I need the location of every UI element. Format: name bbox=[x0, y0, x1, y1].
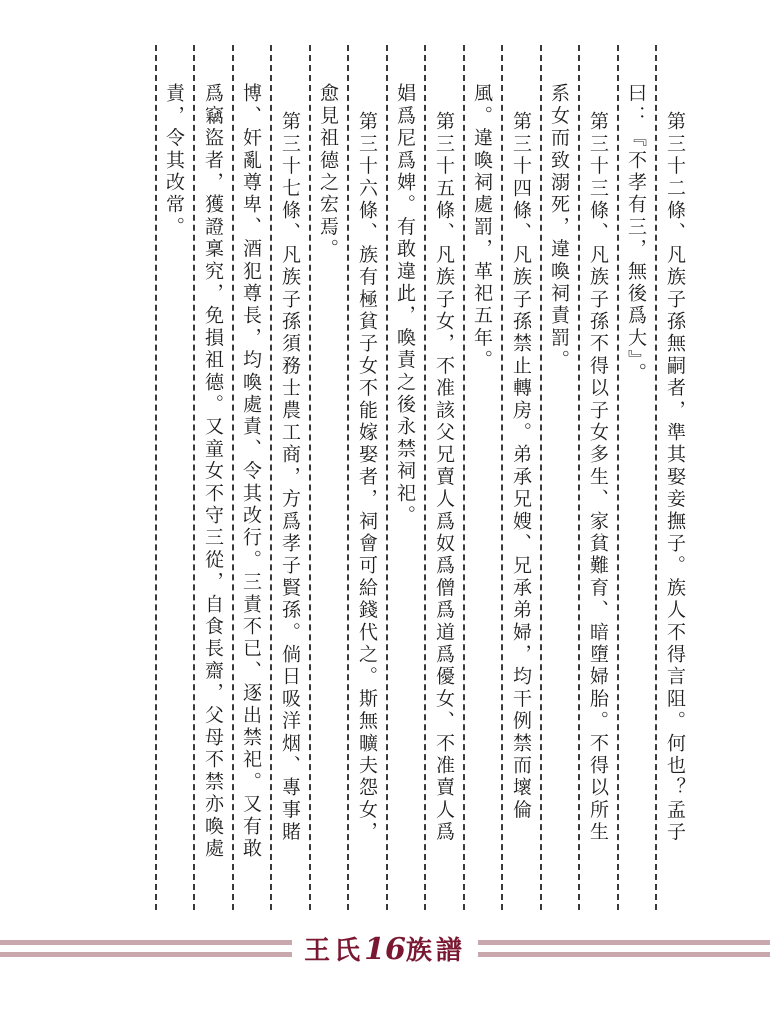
column-divider bbox=[578, 45, 580, 910]
column-divider bbox=[540, 45, 542, 910]
text-column: 第三十四條、凡族子孫禁止轉房。弟承兄嫂、兄承弟婦，均干例禁而壞倫 bbox=[510, 111, 532, 822]
column-divider bbox=[386, 45, 388, 910]
column-divider bbox=[501, 45, 503, 910]
column-divider bbox=[424, 45, 426, 910]
text-column: 第三十六條、族有極貧子女不能嫁娶者，祠會可給錢代之。斯無曠夫怨女， bbox=[356, 111, 378, 844]
column-divider bbox=[155, 45, 157, 910]
text-block bbox=[155, 45, 695, 910]
column-divider bbox=[309, 45, 311, 910]
text-column: 風。違喚祠處罰，革祀五年。 bbox=[471, 83, 493, 372]
text-column: 爲竊盜者，獲證稟究，免損祖德。又童女不守三從，自食長齋，父母不禁亦喚處 bbox=[202, 83, 224, 860]
footer-title bbox=[0, 930, 770, 967]
text-column: 第三十二條、凡族子孫無嗣者，準其娶妾撫子。族人不得言阻。何也？孟子 bbox=[664, 111, 686, 844]
text-column: 第三十七條、凡族子孫須務士農工商，方爲孝子賢孫。倘日吸洋烟、專事賭 bbox=[279, 111, 301, 844]
footer-title-before: 王氏 bbox=[304, 936, 365, 966]
column-divider bbox=[193, 45, 195, 910]
column-divider bbox=[270, 45, 272, 910]
text-column: 責，令其改常。 bbox=[163, 83, 185, 239]
column-divider bbox=[463, 45, 465, 910]
text-column: 博、奸亂尊卑、酒犯尊長，均喚處責、令其改行。三責不已、逐出禁祀。又有敢 bbox=[240, 83, 262, 860]
text-column: 系女而致溺死，違喚祠責罰。 bbox=[548, 83, 570, 372]
column-divider bbox=[347, 45, 349, 910]
text-column: 曰：『不孝有三，無後爲大』。 bbox=[625, 83, 647, 385]
footer-title-after: 族譜 bbox=[405, 936, 466, 966]
column-divider bbox=[617, 45, 619, 910]
text-column: 第三十五條、凡族子女，不准該父兄賣人爲奴爲僧爲道爲優女、不准賣人爲 bbox=[433, 111, 455, 844]
page-number: 16 bbox=[364, 932, 406, 967]
text-column: 愈見祖德之宏焉。 bbox=[317, 83, 339, 261]
column-divider bbox=[655, 45, 657, 910]
footer-title-box bbox=[292, 932, 478, 967]
text-column: 娼爲尼爲婢。有敢違此，喚責之後永禁祠祀。 bbox=[394, 83, 416, 527]
column-divider bbox=[232, 45, 234, 910]
text-column: 第三十三條、凡族子孫不得以子女多生、家貧難育、暗墮婦胎。不得以所生 bbox=[587, 111, 609, 844]
